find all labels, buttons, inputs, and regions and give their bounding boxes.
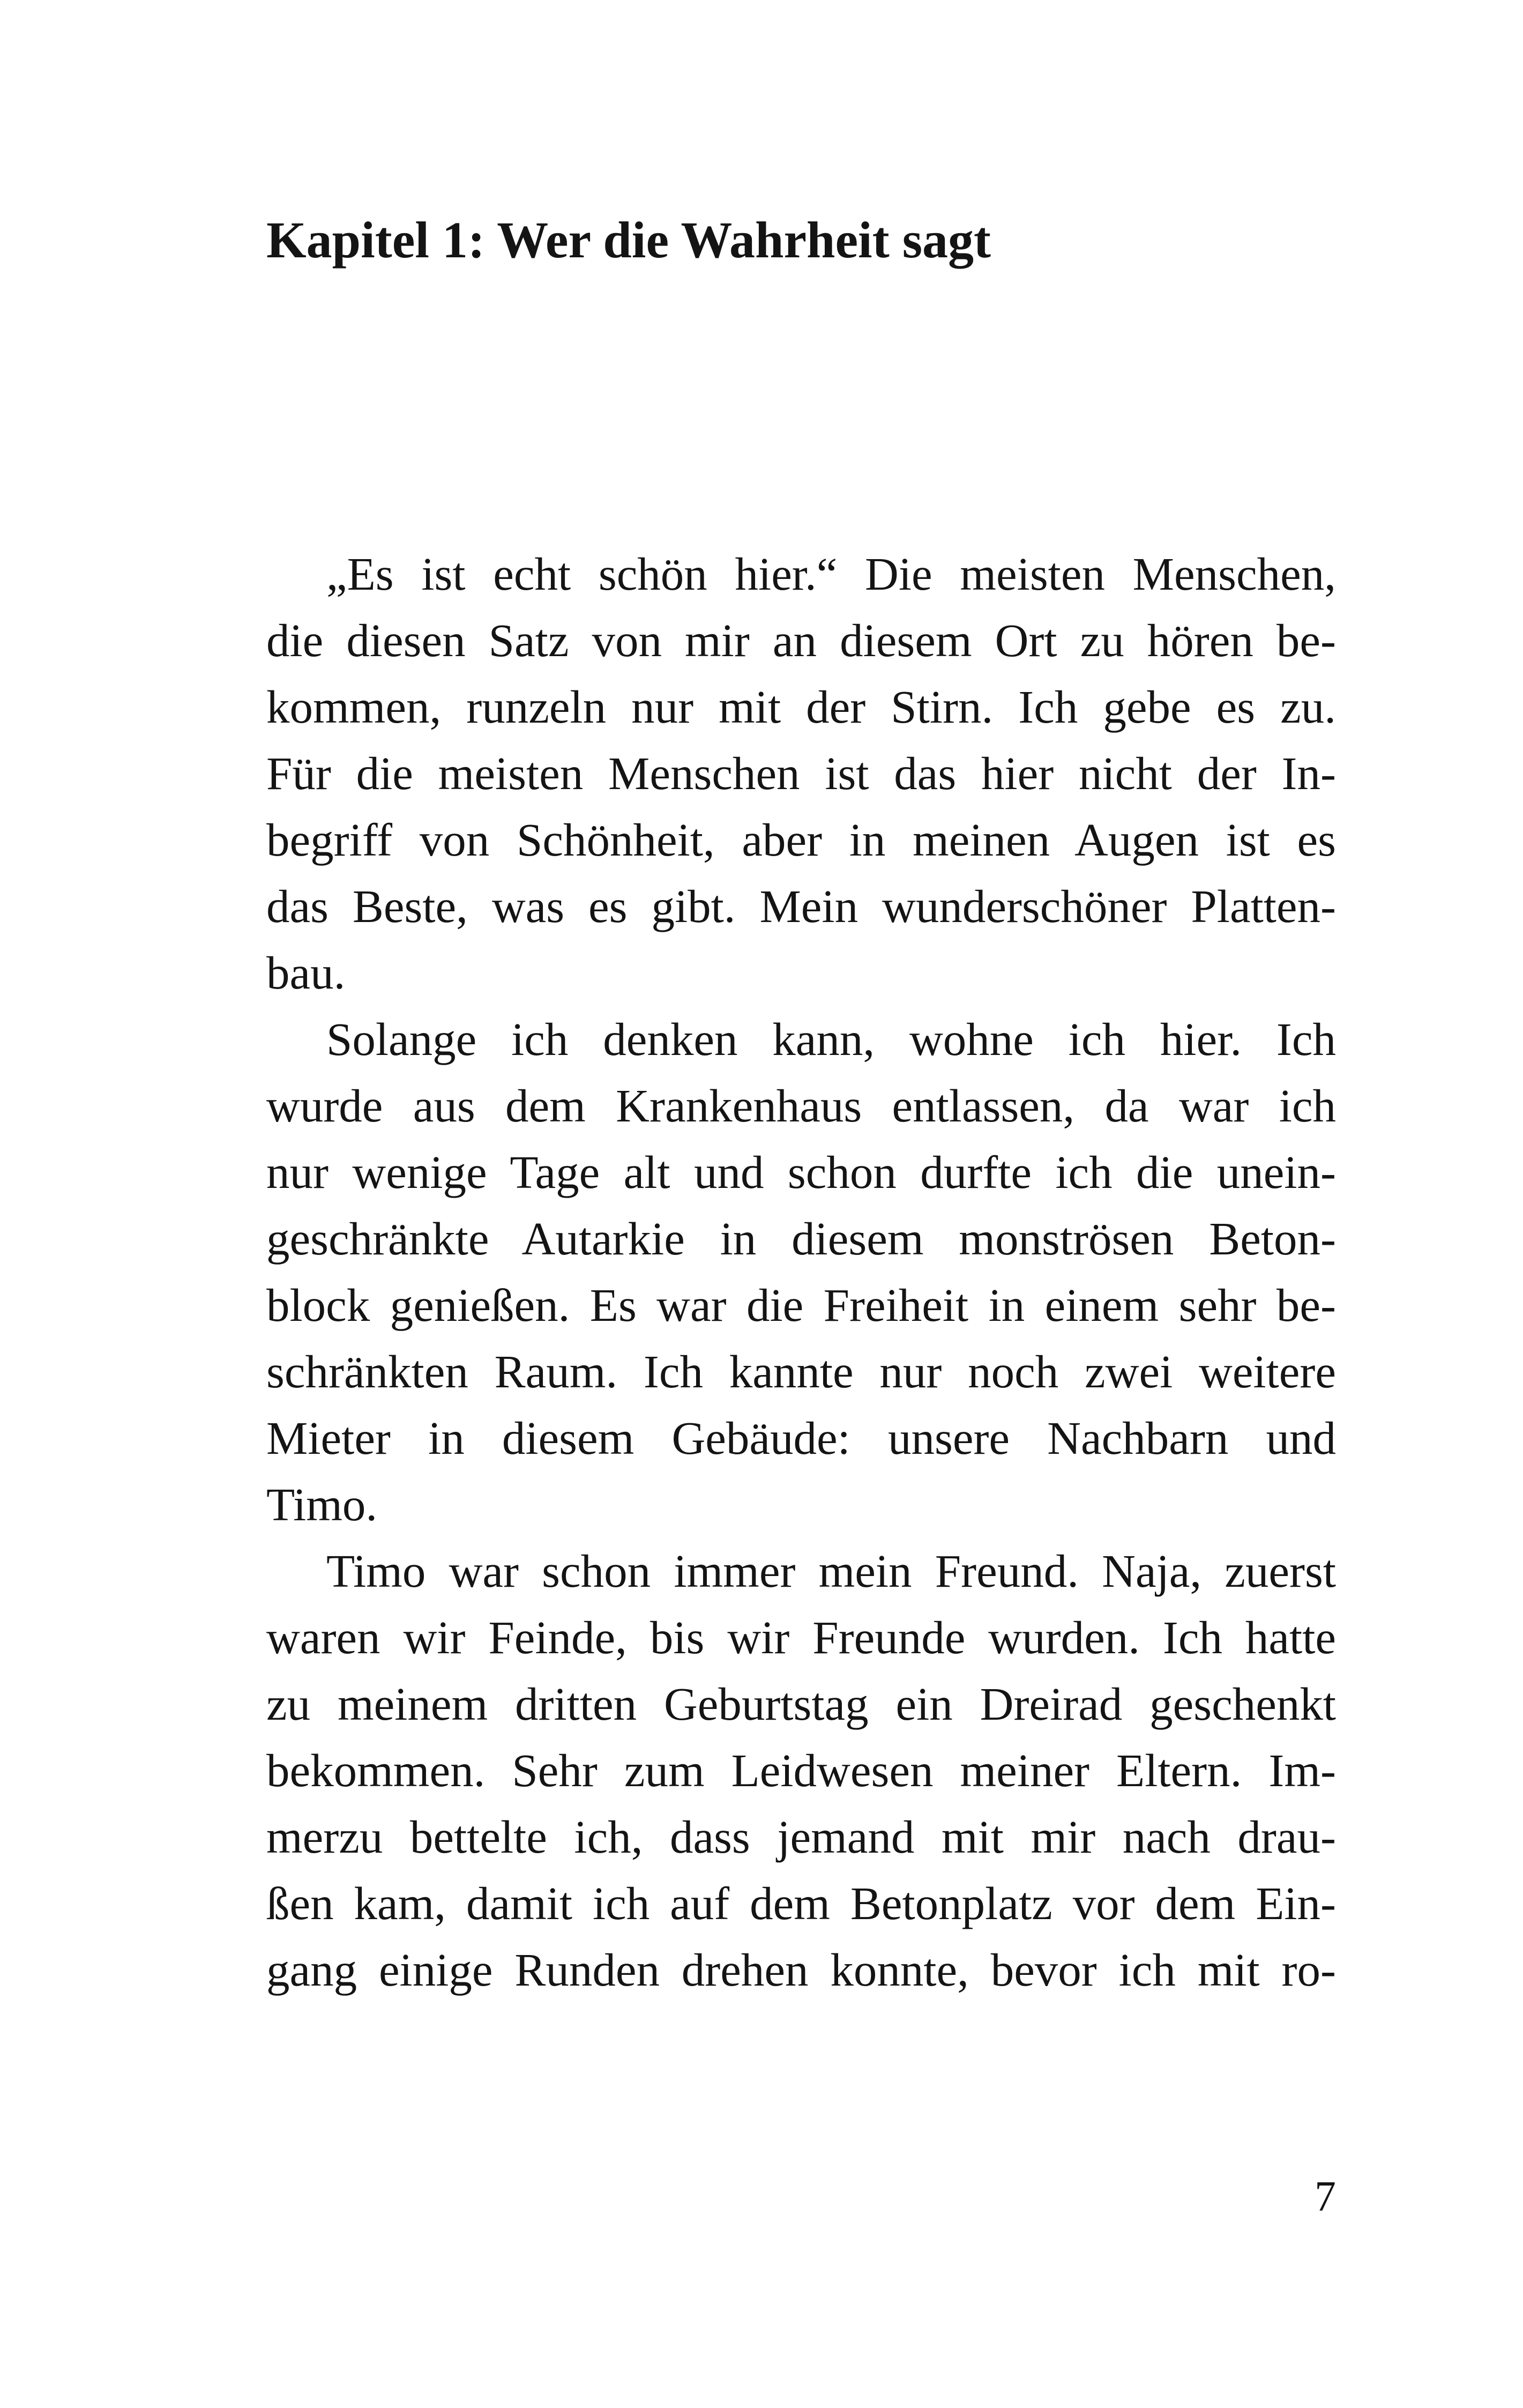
chapter-title: Kapitel 1: Wer die Wahrheit sagt bbox=[266, 211, 991, 269]
text-line: die diesen Satz von mir an diesem Ort zu hören be- bbox=[266, 614, 1336, 666]
text-line: Mieter in diesem Gebäude: unsere Nachbarn und bbox=[266, 1412, 1336, 1464]
text-line: „Es ist echt schön hier.“ Die meisten Menschen, bbox=[326, 548, 1336, 600]
text-line: bau. bbox=[266, 947, 346, 999]
text-line: Für die meisten Menschen ist das hier nicht der In- bbox=[266, 747, 1336, 799]
text-line: gang einige Runden drehen konnte, bevor ich mit ro- bbox=[266, 1944, 1336, 1996]
text-line: Timo. bbox=[266, 1478, 378, 1530]
text-line: das Beste, was es gibt. Mein wunderschöner Platten- bbox=[266, 880, 1336, 932]
text-line: zu meinem dritten Geburtstag ein Dreirad geschenkt bbox=[266, 1678, 1336, 1730]
text-line: block genießen. Es war die Freiheit in einem sehr be- bbox=[266, 1279, 1336, 1331]
text-line: wurde aus dem Krankenhaus entlassen, da war ich bbox=[266, 1080, 1336, 1132]
text-line: nur wenige Tage alt und schon durfte ich die unein- bbox=[266, 1146, 1336, 1198]
text-line: Timo war schon immer mein Freund. Naja, zuerst bbox=[326, 1545, 1336, 1597]
text-line: geschränkte Autarkie in diesem monströsen Beton- bbox=[266, 1213, 1336, 1265]
text-line: waren wir Feinde, bis wir Freunde wurden. Ich hatte bbox=[266, 1611, 1336, 1663]
text-line: begriff von Schönheit, aber in meinen Augen ist es bbox=[266, 814, 1336, 866]
text-line: merzu bettelte ich, dass jemand mit mir nach drau- bbox=[266, 1811, 1336, 1863]
text-line: Solange ich denken kann, wohne ich hier. Ich bbox=[326, 1013, 1336, 1065]
text-line: schränkten Raum. Ich kannte nur noch zwei weitere bbox=[266, 1346, 1336, 1398]
page-number: 7 bbox=[1315, 2173, 1336, 2220]
text-line: kommen, runzeln nur mit der Stirn. Ich gebe es zu. bbox=[266, 681, 1336, 733]
text-line: ßen kam, damit ich auf dem Betonplatz vor dem Ein- bbox=[266, 1877, 1336, 1929]
text-line: bekommen. Sehr zum Leidwesen meiner Eltern. Im- bbox=[266, 1744, 1336, 1796]
